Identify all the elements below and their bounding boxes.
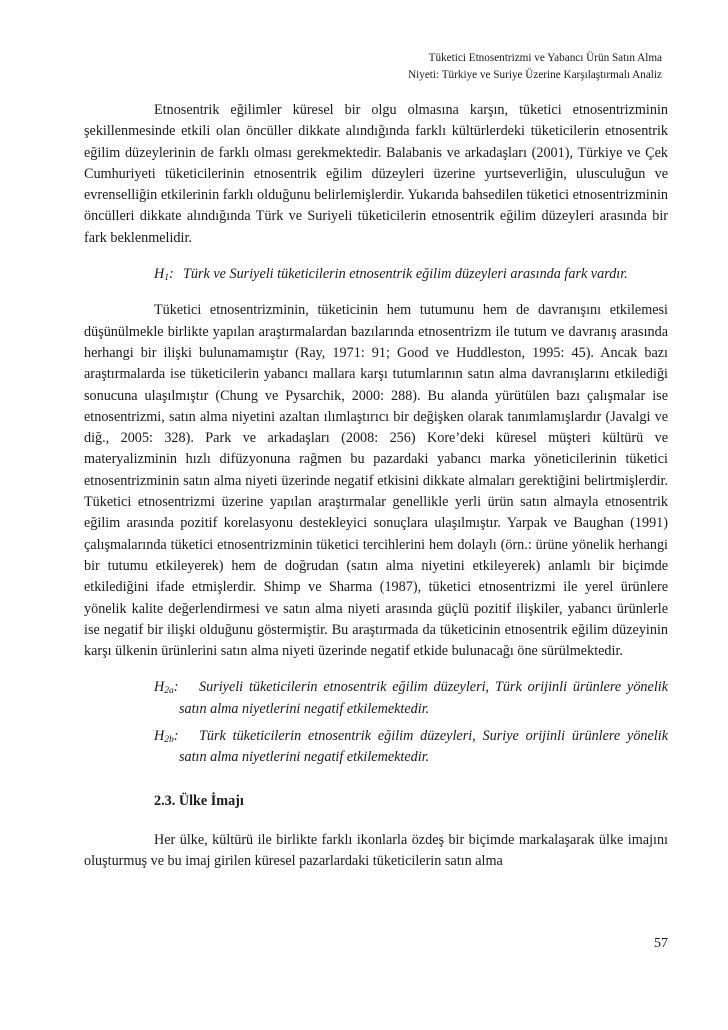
hypothesis-text: Suriyeli tüketicilerin etnosentrik eğilim düzeyleri, Türk orijinli ürünlere yönelik satın alma niyetlerini negatif etkilemektedir.	[179, 679, 668, 717]
hypothesis-h1	[154, 264, 668, 285]
header-line-2: Niyeti: Türkiye ve Suriye Üzerine Karşılaştırmalı Analiz	[408, 68, 662, 81]
hypothesis-h2a	[154, 677, 668, 720]
hypothesis-label: $H_{2b}$:	[154, 728, 179, 746]
body-text	[84, 100, 668, 873]
hypothesis-text: Türk tüketicilerin etnosentrik eğilim düzeyleri, Suriye orijinli ürünlere yönelik satın alma niyetlerini negatif etkilemektedir.	[179, 728, 668, 766]
hypothesis-label: $H_{2a}$:	[154, 679, 179, 697]
hypothesis-h2b	[154, 726, 668, 769]
running-header	[242, 50, 662, 83]
paragraph-2: Tüketici etnosentrizminin, tüketicinin hem tutumunu hem de davranışını etkilemesi düşünülmekle birlikte yapılan araştırmalardan bazılarında etnosentrizm ile tutum ve davranış arasında herhangi bir ilişki bulunamamıştır (Ray, 1971: 91; Good ve Huddleston, 1995: 45). Ancak bazı araştırmalarda ise tüketicilerin yabancı mallara karşı tutumlarının satın alma davranışlarını etkilediği sonucuna ulaşılmıştır (Chung ve Pysarchik, 2000: 288). Bu alanda yürütülen bazı çalışmalar ise etnosentrizmi, satın alma niyetini azaltan ılımlaştırıcı bir değişken olarak tanımlamışlardır (Javalgi ve diğ., 2005: 328). Park ve arkadaşları (2008: 256) Kore’deki küresel müşteri kültürü ve materyalizminin hızlı difüzyonuna rağmen bu pazardaki yabancı marka yöneticilerinin tüketici etnosentrizminin satın alma niyeti üzerinde negatif etkisini dikkate almaları gerektiğini belirtmişlerdir. Tüketici etnosentrizmi üzerine yapılan araştırmalar genellikle yerli ürün satın almayla etnosentrik eğilim arasında pozitif korelasyonu destekleyici sonuçlara ulaşılmıştır. Yarpak ve Baughan (1991) çalışmalarında tüketici etnosentrizminin tüketici tercihlerini hem dolaylı (örn.: ürüne yönelik herhangi bir tutumu etkileyerek) hem de doğrudan (satın alma niyetini etkileyerek) anlamlı bir biçimde etkilediğini ifade etmişlerdir. Shimp ve Sharma (1987), tüketici etnosentrizmi ile yerel ürünlere yönelik kalite değerlendirmesi ve satın alma niyeti arasında güçlü pozitif ilişkiler, yabancı ürünlerle ise negatif bir ilişki olduğunu göstermiştir. Bu araştırmada da tüketicinin etnosentrik eğilim düzeyinin karşı ülkenin ürünlerini satın alma niyeti üzerinde negatif etkide bulunacağı öne sürülmektedir.	[84, 302, 668, 660]
hypothesis-label: $H_1$:	[154, 266, 174, 284]
section-heading: 2.3. Ülke İmajı	[154, 792, 244, 809]
paragraph-1: Etnosentrik eğilimler küresel bir olgu olmasına karşın, tüketici etnosentrizminin şekillenmesinde etkili olan öncüller dikkate alındığında farklı kültürlerdeki tüketicilerin etnosentrik eğilim düzeylerinin de farklı olması gerekmektedir. Balabanis ve arkadaşları (2001), Türkiye ve Çek Cumhuriyeti tüketicilerinin etnosentrik eğilim düzeyleri üzerine yurtseverliğin, ulusculuğun ve evrenselliğin etkilerinin farklı olduğunu belirlemişlerdir. Yukarıda bahsedilen tüketici etnosentrizminin öncülleri dikkate alındığında Türk ve Suriyeli tüketicilerin etnosentrik eğilim düzeyleri arasında bir fark beklenmelidir.	[84, 102, 668, 246]
page-number: 57	[654, 936, 668, 951]
hypothesis-text: Türk ve Suriyeli tüketicilerin etnosentrik eğilim düzeyleri arasında fark vardır.	[183, 266, 628, 283]
header-line-1: Tüketici Etnosentrizmi ve Yabancı Ürün Satın Alma	[428, 52, 662, 64]
paragraph-3: Her ülke, kültürü ile birlikte farklı ikonlarla özdeş bir biçimde markalaşarak ülke imajını oluşturmuş ve bu imaj girilen küresel pazarlardaki tüketicilerin satın alma	[84, 831, 668, 870]
